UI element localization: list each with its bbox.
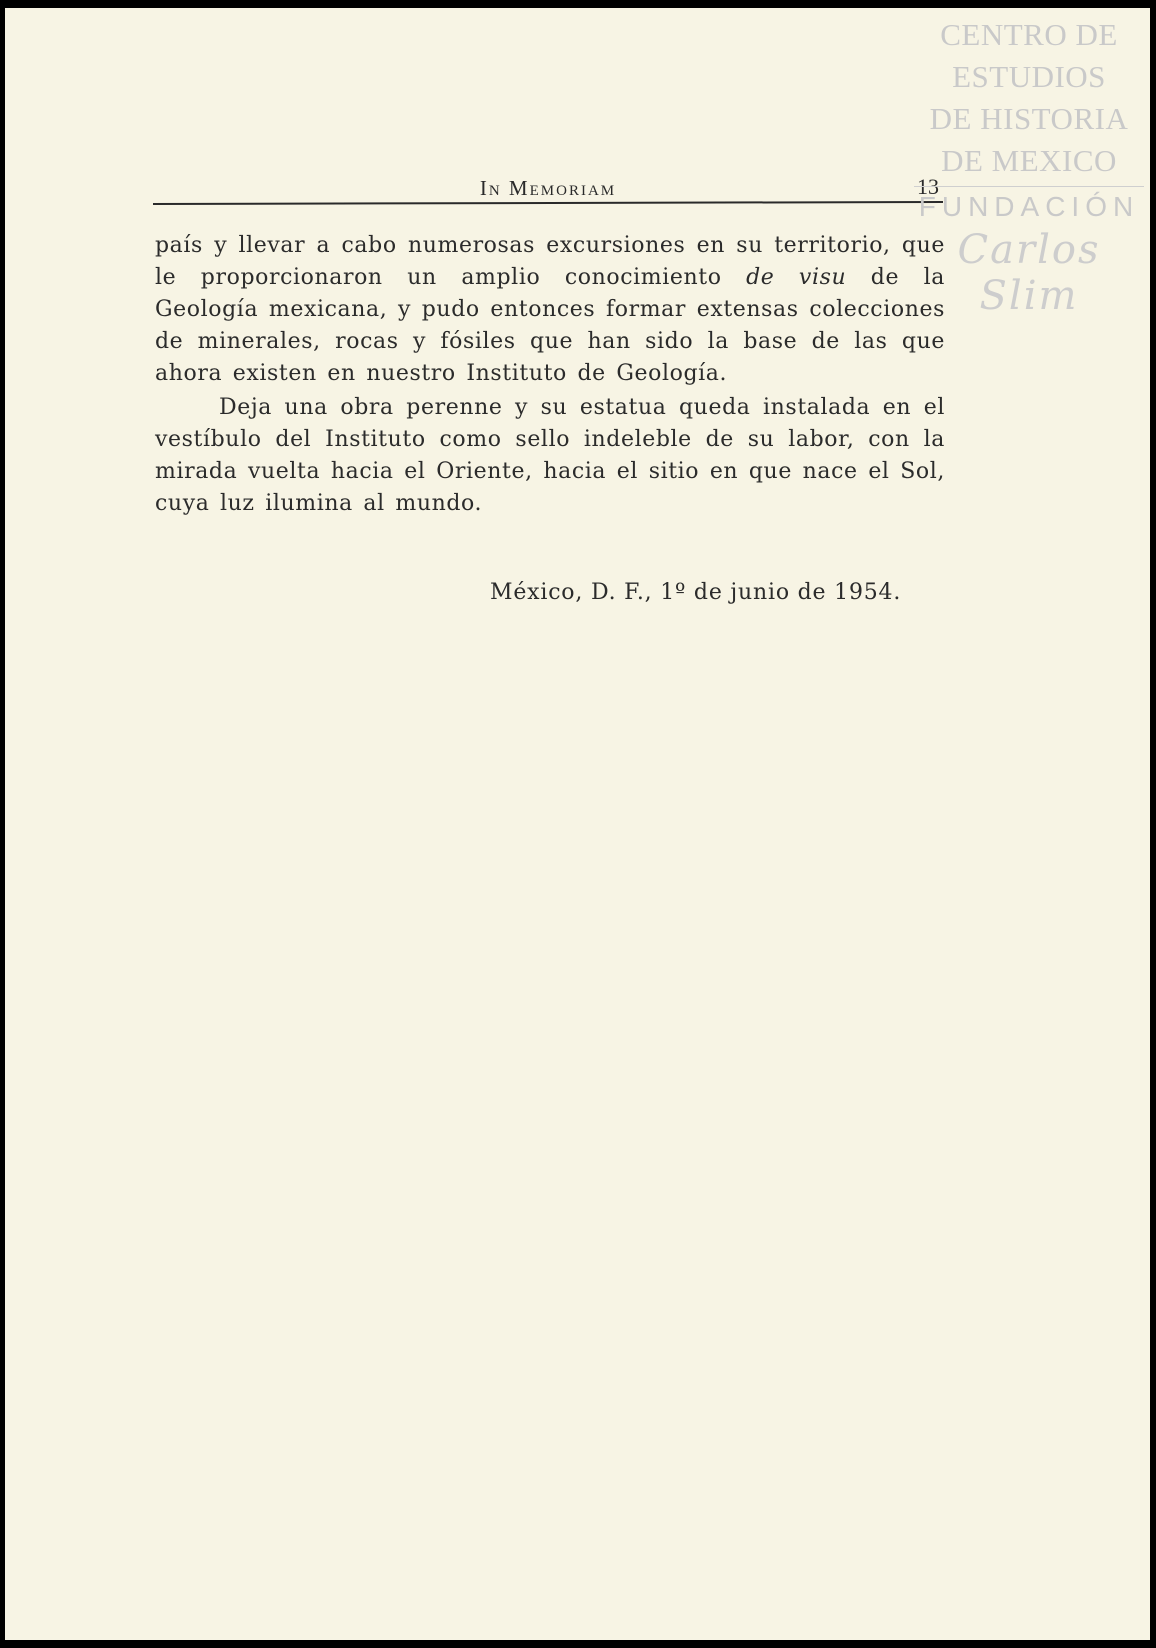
page-number: 13 — [917, 174, 939, 199]
watermark-line-4: DE MEXICO — [941, 143, 1117, 178]
paragraph-1-italic: de visu — [746, 265, 847, 290]
paragraph-2: Deja una obra perenne y su estatua queda instalada en el vestíbulo del Instituto como sello indeleble de su labor, con la mirada vuelta hacia el Oriente, hacia el sitio en que nace el Sol, cuya luz ilumina al mundo. — [155, 395, 945, 516]
header-title: In Memoriam — [479, 176, 617, 200]
place-date-signoff: México, D. F., 1º de junio de 1954. — [490, 580, 902, 605]
document-page — [5, 8, 1150, 1640]
running-header — [153, 168, 943, 200]
watermark-line-3: DE HISTORIA — [929, 101, 1129, 136]
watermark-line-1: CENTRO DE — [940, 17, 1118, 52]
body-text — [155, 230, 945, 520]
header-rule — [153, 201, 943, 205]
watermark-logo — [914, 14, 1144, 319]
watermark-foundation: FUNDACIÓN — [914, 186, 1144, 227]
paragraph-1-text-a: país y llevar a cabo numerosas excursiones en su territorio, que le proporcionaron un amplio conocimiento — [155, 233, 945, 290]
watermark-signature: Carlos Slim — [957, 227, 1101, 319]
watermark-line-2: ESTUDIOS — [952, 59, 1106, 94]
paragraph-1 — [155, 230, 945, 390]
paragraph-1-text-b: de la Geología mexicana, y pudo entonces formar extensas colecciones de minerales, rocas y fósiles que han sido la base de las que ahora existen en nuestro Instituto de Geología. — [155, 265, 945, 386]
